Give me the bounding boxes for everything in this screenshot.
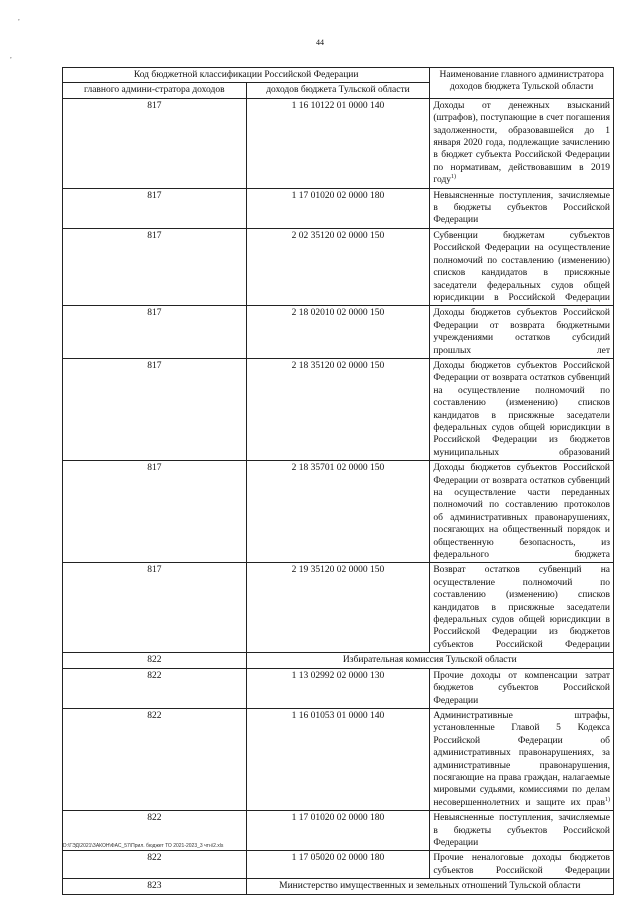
budget-table xyxy=(62,67,614,895)
admin-code-cell: 822 xyxy=(63,811,247,851)
income-name-cell xyxy=(430,461,614,563)
table-row xyxy=(63,708,614,810)
admin-code-cell: 823 xyxy=(63,879,247,894)
income-name-cell xyxy=(430,188,614,228)
footnote-marker: 1) xyxy=(451,174,457,181)
table-row xyxy=(63,98,614,188)
income-name-cell xyxy=(430,563,614,653)
income-code-cell: 1 16 01053 01 0000 140 xyxy=(246,708,430,810)
income-name-text: Прочие доходы от компенсации затрат бюджетов субъектов Российской Федерации xyxy=(433,670,610,706)
header-row xyxy=(63,68,614,83)
income-code-cell: 2 02 35120 02 0000 150 xyxy=(246,228,430,305)
income-code-cell: 2 19 35120 02 0000 150 xyxy=(246,563,430,653)
income-name-text: Прочие неналоговые доходы бюджетов субъектов Российской Федерации xyxy=(433,853,610,876)
income-name-cell xyxy=(430,811,614,851)
file-path-footer: D:\ГЭД\2021\ЗАКОН\ФАС_57\Прил. бюджет ТО 2021-2023_3 чтн\2.xls xyxy=(63,843,224,849)
income-name-cell xyxy=(430,306,614,359)
income-code-cell: 1 13 02992 02 0000 130 xyxy=(246,668,430,708)
header-col-income: доходов бюджета Тульской области xyxy=(246,83,430,98)
table-row xyxy=(63,461,614,563)
admin-code-cell: 817 xyxy=(63,306,247,359)
table-row xyxy=(63,851,614,879)
income-name-cell xyxy=(430,708,614,810)
income-name-text: Доходы от денежных взысканий (штрафов), поступающие в счет погашения задолженности, образовавшейся до 1 января 2020 года, подлежащие зачислению в бюджет субъекта Российской Федерации по нормативам, действовавшим в 2019 году xyxy=(433,100,610,186)
admin-code-cell: 817 xyxy=(63,228,247,305)
admin-code-cell: 817 xyxy=(63,461,247,563)
income-name-cell xyxy=(430,668,614,708)
income-code-cell: 1 16 10122 01 0000 140 xyxy=(246,98,430,188)
income-code-cell: 2 18 35701 02 0000 150 xyxy=(246,461,430,563)
scan-mark: , xyxy=(18,14,20,22)
income-code-cell: 2 18 35120 02 0000 150 xyxy=(246,358,430,460)
income-code-cell: 1 17 05020 02 0000 180 xyxy=(246,851,430,879)
admin-code-cell: 817 xyxy=(63,98,247,188)
admin-code-cell: 822 xyxy=(63,708,247,810)
income-name-text: Субвенции бюджетам субъектов Российской Федерации на осуществление полномочий по составлению (изменению) списков кандидатов в присяжные заседатели федеральных судов общей юрисдикции в Российской Федерации xyxy=(433,230,610,303)
admin-code-cell: 817 xyxy=(63,563,247,653)
section-heading-row xyxy=(63,879,614,894)
section-heading-row xyxy=(63,653,614,668)
admin-code-cell: 817 xyxy=(63,188,247,228)
income-code-cell: 1 17 01020 02 0000 180 xyxy=(246,811,430,851)
income-name-cell xyxy=(430,851,614,879)
income-name-text: Возврат остатков субвенций на осуществление полномочий по составлению (изменению) списков кандидатов в присяжные заседатели федеральных судов общей юрисдикции в Российской Федерации из бюджетов субъектов Российской Федерации xyxy=(433,565,610,650)
income-code-cell: 2 18 02010 02 0000 150 xyxy=(246,306,430,359)
page-number: 44 xyxy=(316,38,324,47)
administrator-heading: Избирательная комиссия Тульской области xyxy=(246,653,613,668)
income-name-cell xyxy=(430,358,614,460)
table-row xyxy=(63,306,614,359)
income-name-cell xyxy=(430,228,614,305)
table-row xyxy=(63,188,614,228)
scan-mark: , xyxy=(10,52,12,60)
table-row xyxy=(63,228,614,305)
admin-code-cell: 822 xyxy=(63,653,247,668)
admin-code-cell: 822 xyxy=(63,668,247,708)
header-col-admin: главного админи-стратора доходов xyxy=(63,83,247,98)
admin-code-cell: 817 xyxy=(63,358,247,460)
administrator-heading: Министерство имущественных и земельных отношений Тульской области xyxy=(246,879,613,894)
header-code-group: Код бюджетной классификации Российской Федерации xyxy=(63,68,430,83)
table-row xyxy=(63,563,614,653)
income-name-text: Доходы бюджетов субъектов Российской Федерации от возврата остатков субвенций на осуществление части переданных полномочий по составлению протоколов об административных правонарушениях, посягающих на общественный порядок и общественную безопасность, из федерального бюджета xyxy=(433,463,610,561)
income-name-text: Доходы бюджетов субъектов Российской Федерации от возврата остатков субвенций на осуществление полномочий по составлению (изменению) списков кандидатов в присяжные заседатели федеральных судов общей юрисдикции в Российской Федерации из бюджетов муниципальных образований xyxy=(433,360,610,458)
income-name-text: Невыясненные поступления, зачисляемые в бюджеты субъектов Российской Федерации xyxy=(433,813,610,848)
income-name-text: Доходы бюджетов субъектов Российской Федерации от возврата бюджетными учреждениями остатков субсидий прошлых лет xyxy=(433,308,610,356)
header-name-group: Наименование главного администратора доходов бюджета Тульской области xyxy=(430,68,614,99)
income-name-cell xyxy=(430,98,614,188)
income-name-text: Административные штрафы, установленные Главой 5 Кодекса Российской Федерации об административных правонарушениях, за административные правонарушения, посягающие на права граждан, налагаемые мировыми судьями, комиссиями по делам несовершеннолетних и защите их прав xyxy=(433,710,610,808)
admin-code-cell: 822 xyxy=(63,851,247,879)
footnote-marker: 1) xyxy=(605,796,610,803)
income-name-text: Невыясненные поступления, зачисляемые в бюджеты субъектов Российской Федерации xyxy=(433,190,610,226)
table-row xyxy=(63,668,614,708)
table-row xyxy=(63,358,614,460)
income-code-cell: 1 17 01020 02 0000 180 xyxy=(246,188,430,228)
